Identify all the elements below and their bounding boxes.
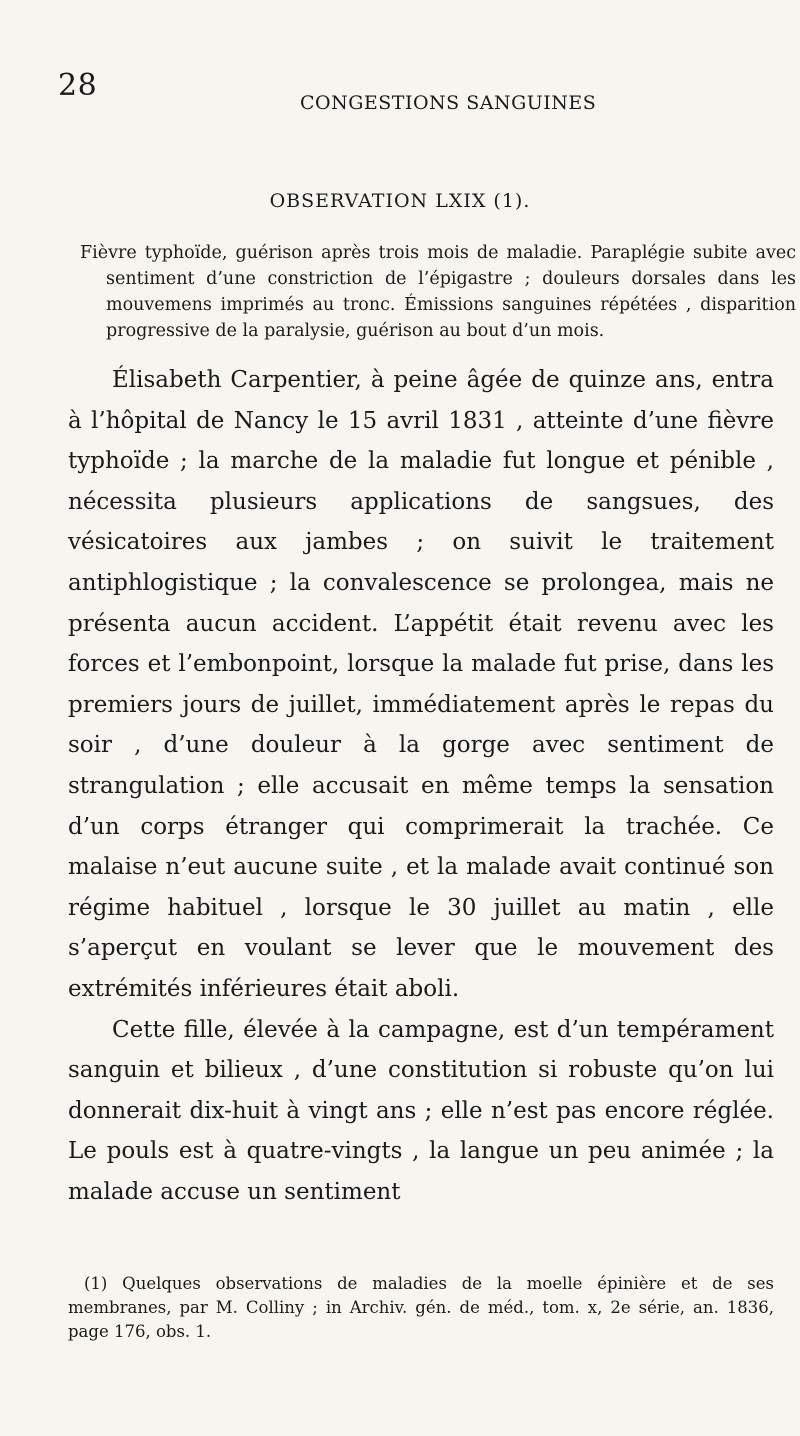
observation-summary: Fièvre typhoïde, guérison après trois mois de maladie. Paraplégie subite avec sentiment d’une constriction de l’épigastre ; douleurs dorsales dans les mouvemens imprimés au tronc. Émissions sanguines répétées , disparition progressive de la paralysie, guérison au bout d’un mois. xyxy=(80,243,796,341)
body-paragraph: Cette fille, élevée à la campagne, est d’un tempérament sanguin et bilieux , d’une constitution si robuste qu’on lui donnerait dix-huit à vingt ans ; elle n’est pas encore réglée. Le pouls est à quatre-vingts , la langue un peu animée ; la malade accuse un sentiment xyxy=(68,1016,774,1205)
page-number: 28 xyxy=(58,68,98,103)
body-text xyxy=(68,360,774,1212)
observation-title: OBSERVATION LXIX (1). xyxy=(269,190,531,212)
footnote xyxy=(68,1272,774,1344)
running-head: CONGESTIONS SANGUINES xyxy=(300,92,597,114)
body-paragraph: Élisabeth Carpentier, à peine âgée de quinze ans, entra à l’hôpital de Nancy le 15 avril 1831 , atteinte d’une fièvre typhoïde ; la marche de la maladie fut longue et pénible , nécessita plusieurs applications de sangsues, des vésicatoires aux jambes ; on suivit le traitement antiphlogistique ; la convalescence se prolongea, mais ne présenta aucun accident. L’appétit était revenu avec les forces et l’embonpoint, lorsque la malade fut prise, dans les premiers jours de juillet, immédiatement après le repas du soir , d’une douleur à la gorge avec sentiment de strangulation ; elle accusait en même temps la sensation d’un corps étranger qui comprimerait la trachée. Ce malaise n’eut aucune suite , et la malade avait continué son régime habituel , lorsque le 30 juillet au matin , elle s’aperçut en voulant se lever que le mouvement des extrémités inférieures était aboli. xyxy=(68,367,774,1002)
footnote-text: (1) Quelques observations de maladies de la moelle épinière et de ses membranes, par M. Colliny ; in Archiv. gén. de méd., tom. x, 2e série, an. 1836, page 176, obs. 1. xyxy=(68,1274,774,1341)
